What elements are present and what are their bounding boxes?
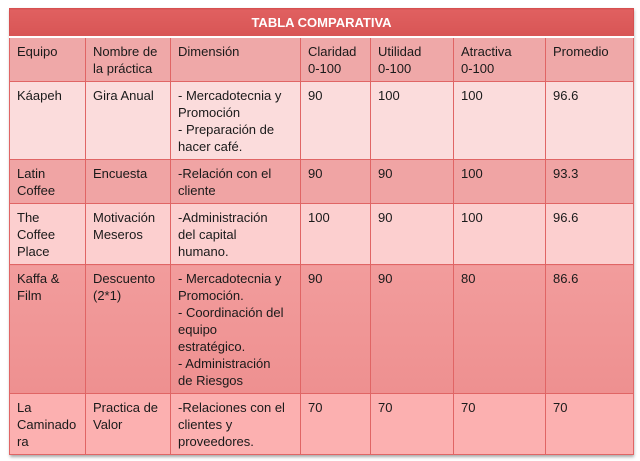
cell-claridad: 100 xyxy=(301,204,371,265)
header-atractiva: Atractiva 0-100 xyxy=(454,37,546,82)
cell-promedio: 96.6 xyxy=(546,204,634,265)
cell-practica: Practica de Valor xyxy=(86,394,171,455)
cell-utilidad: 90 xyxy=(371,160,454,204)
cell-atractiva: 100 xyxy=(454,82,546,160)
cell-claridad: 90 xyxy=(301,82,371,160)
table-row xyxy=(10,82,634,160)
cell-dimension: -Administración del capital humano. xyxy=(171,204,301,265)
cell-promedio: 70 xyxy=(546,394,634,455)
cell-practica: Encuesta xyxy=(86,160,171,204)
cell-dimension: -Relación con el cliente xyxy=(171,160,301,204)
header-dimension: Dimensión xyxy=(171,37,301,82)
cell-utilidad: 90 xyxy=(371,204,454,265)
cell-equipo: La Caminado ra xyxy=(10,394,86,455)
cell-dimension: - Mercadotecnia y Promoción - Preparación de hacer café. xyxy=(171,82,301,160)
cell-utilidad: 70 xyxy=(371,394,454,455)
cell-utilidad: 90 xyxy=(371,265,454,394)
header-claridad: Claridad 0-100 xyxy=(301,37,371,82)
table-title: TABLA COMPARATIVA xyxy=(10,9,634,38)
cell-equipo: Kaffa & Film xyxy=(10,265,86,394)
cell-atractiva: 70 xyxy=(454,394,546,455)
comparison-table xyxy=(9,8,634,455)
table-row xyxy=(10,394,634,455)
header-practica: Nombre de la práctica xyxy=(86,37,171,82)
cell-claridad: 70 xyxy=(301,394,371,455)
cell-practica: Descuento (2*1) xyxy=(86,265,171,394)
table-header-row xyxy=(10,37,634,82)
cell-atractiva: 100 xyxy=(454,160,546,204)
header-promedio: Promedio xyxy=(546,37,634,82)
cell-promedio: 93.3 xyxy=(546,160,634,204)
cell-promedio: 96.6 xyxy=(546,82,634,160)
cell-practica: Motivación Meseros xyxy=(86,204,171,265)
cell-atractiva: 80 xyxy=(454,265,546,394)
cell-claridad: 90 xyxy=(301,160,371,204)
header-equipo: Equipo xyxy=(10,37,86,82)
cell-equipo: Káapeh xyxy=(10,82,86,160)
table-title-row xyxy=(10,9,634,38)
cell-dimension: - Mercadotecnia y Promoción. - Coordinación del equipo estratégico. - Administración de Riesgos xyxy=(171,265,301,394)
cell-dimension: -Relaciones con el clientes y proveedores. xyxy=(171,394,301,455)
cell-promedio: 86.6 xyxy=(546,265,634,394)
comparison-table-container xyxy=(9,8,633,455)
cell-atractiva: 100 xyxy=(454,204,546,265)
cell-practica: Gira Anual xyxy=(86,82,171,160)
table-row xyxy=(10,204,634,265)
cell-equipo: The Coffee Place xyxy=(10,204,86,265)
cell-equipo: Latin Coffee xyxy=(10,160,86,204)
cell-claridad: 90 xyxy=(301,265,371,394)
header-utilidad: Utilidad 0-100 xyxy=(371,37,454,82)
table-row xyxy=(10,265,634,394)
table-row xyxy=(10,160,634,204)
cell-utilidad: 100 xyxy=(371,82,454,160)
